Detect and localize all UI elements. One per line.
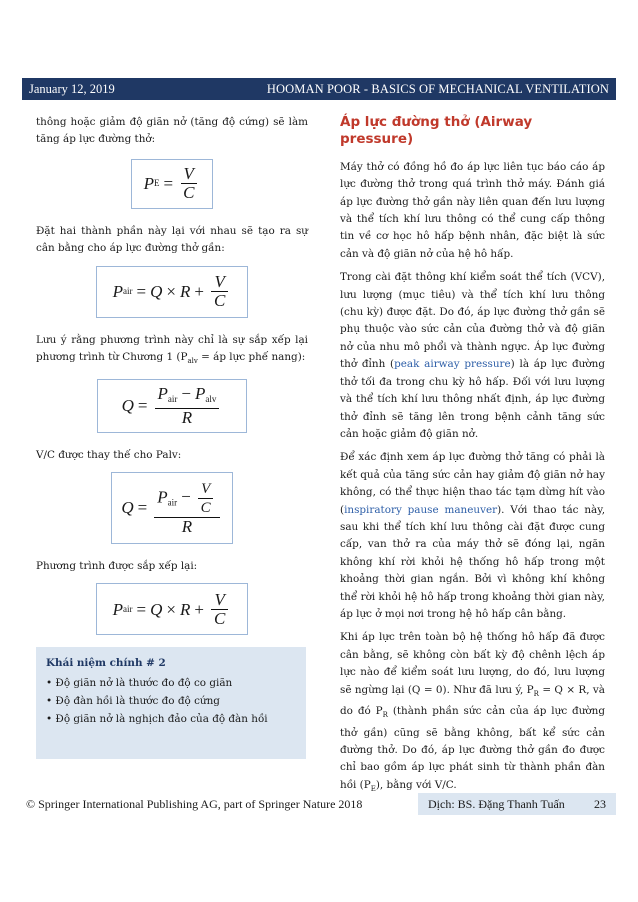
right-paragraph-4: Khi áp lực trên toàn bộ hệ thống hô hấp đã được cân bằng, sẽ không còn bất kỳ độ chênh lệch áp lực nào để kiểm soát lưu lượng, do đó, lưu lượng sẽ ngừng lại (Q = 0). Như đã lưu ý, $P_R = Q \times R$, và do đó $P_R$ (thành phần sức cản của áp lực đường thở gần) cũng sẽ bằng không, bất kể sức cản đường thở. Do đó, áp lực đường thở gần đo được chỉ bao gồm áp lực phát sinh từ thành phần đàn hồi $(P_E)$, bằng với V/C.: [340, 631, 606, 793]
equation-q-2: Q = $P_{air}$ − $\frac{V}{C}$ R: [111, 472, 233, 544]
key-concept-item: • Độ giãn nở là nghịch đảo của độ đàn hồi: [46, 713, 268, 725]
section-heading: Áp lực đường thở (Airway pressure): [340, 114, 533, 148]
term-inspiratory-pause: inspiratory pause maneuver: [344, 503, 498, 516]
right-paragraph-1: Máy thở có đồng hồ đo áp lực liên tục báo cáo áp lực đường thở trong quá trình thở máy. Đánh giá áp lực đường thở gần này liên quan đến lưu lượng và thể tích khí lưu thông có thể cung cấp thông tin về cơ học hô hấp bệnh nhân, đặc biệt là sức cản và độ giãn nở của hệ hô hấp.: [340, 160, 605, 260]
footer-translator-box: [418, 793, 616, 815]
equation-pair-2: P air = Q × R + $\frac{V}{C}$: [96, 583, 248, 635]
term-peak-airway-pressure: peak airway pressure: [394, 358, 511, 371]
footer-translator: Dịch: BS. Đặng Thanh Tuấn: [428, 796, 565, 811]
header-title: HOOMAN POOR - BASICS OF MECHANICAL VENTILATION: [266, 81, 609, 96]
right-column: [340, 114, 605, 804]
footer-publisher: © Springer International Publishing AG, part of Springer Nature 2018: [26, 796, 363, 811]
left-paragraph-1: thông hoặc giảm độ giãn nở (tăng độ cứng) sẽ làm tăng áp lực đường thở:: [36, 116, 308, 146]
page-footer: [22, 793, 616, 815]
key-concept-title: Khái niệm chính # 2: [46, 657, 166, 669]
page-header: [22, 78, 616, 100]
left-paragraph-5: Phương trình được sắp xếp lại:: [36, 559, 198, 572]
key-concept-item: • Độ đàn hồi là thước đo độ cứng: [46, 695, 220, 707]
header-date: January 12, 2019: [29, 81, 115, 96]
equation-pe: P E = $\frac{V}{C}$: [131, 159, 213, 209]
page-number: 23: [594, 796, 606, 811]
left-paragraph-3: Lưu ý rằng phương trình này chỉ là sự sắp xếp lại phương trình từ Chương 1 ($P_{alv}$ = áp lực phế nang):: [36, 333, 308, 366]
left-paragraph-2: Đặt hai thành phần này lại với nhau sẽ tạo ra sự cân bằng cho áp lực đường thở gần:: [36, 224, 308, 255]
left-column: [36, 114, 308, 649]
right-paragraph-2: Trong cài đặt thông khí kiểm soát thể tích (VCV), lưu lượng (mục tiêu) và thể tích khí lưu thông (chu kỳ) được đặt. Do đó, áp lực đường thở gần sẽ phụ thuộc vào sức cản của đường thở và độ giãn nở của nhu mô phổi và thành ngực. Áp lực đường thở đỉnh (peak airway pressure) là áp lực đường thở tối đa trong chu kỳ hô hấp. Đối với lưu lượng và thể tích khí lưu thông nhất định, áp lực đường thở đỉnh sẽ tăng lên trong bệnh cảnh tăng sức cản hoặc giảm độ giãn nở.: [340, 271, 605, 440]
right-paragraph-3: Để xác định xem áp lực đường thở tăng có phải là kết quả của tăng sức cản hay giảm độ giãn nở hay không, có thể thực hiện thao tác tạm dừng hít vào (inspiratory pause maneuver). Với thao tác này, sau khi thể tích khí lưu thông cài đặt được cung cấp, van thở ra của máy thở sẽ đóng lại, ngăn không khí rời khỏi hệ thống hô hấp trong một khoảng thời gian ngắn. Bởi vì không khí không thể rời khỏi hệ hô hấp trong khoảng thời gian này, áp lực ở mọi nơi trong hệ hô hấp cân bằng.: [340, 451, 605, 620]
key-concept-item: • Độ giãn nở là thước đo độ co giãn: [46, 677, 233, 689]
equation-pair-1: P air = Q × R + $\frac{V}{C}$: [96, 266, 248, 318]
equation-q-1: Q = $\frac{P_{air} - P_{alv}}{R}$: [97, 379, 247, 433]
key-concept-box: [36, 647, 306, 759]
left-paragraph-4: V/C được thay thế cho Palv:: [36, 448, 182, 461]
